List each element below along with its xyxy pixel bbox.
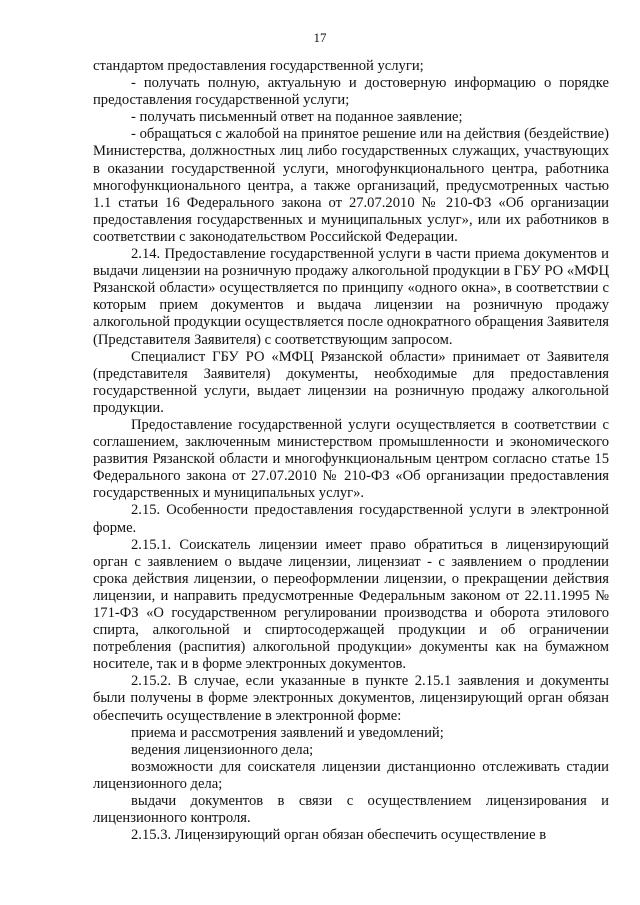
paragraph: Специалист ГБУ РО «МФЦ Рязанской области» принимает от Заявителя (представителя Заявителя) документы, необходимые для предоставления государственной услуги, выдает лицензии на розничную продажу алкогольной продукции. bbox=[93, 348, 609, 416]
paragraph: 2.14. Предоставление государственной услуги в части приема документов и выдачи лицензии на розничную продажу алкогольной продукции в ГБУ РО «МФЦ Рязанской области» осуществляется по принципу «одного окна», в соответствии с которым прием документов и выдача лицензии на розничную продажу алкогольной продукции осуществляется после однократного обращения Заявителя (Представителя Заявителя) с соответствующим запросом. bbox=[93, 246, 609, 348]
paragraph: 2.15.3. Лицензирующий орган обязан обеспечить осуществление в bbox=[131, 827, 547, 844]
paragraph: 2.15. Особенности предоставления государственной услуги в электронной форме. bbox=[93, 502, 609, 536]
paragraph: приема и рассмотрения заявлений и уведомлений; bbox=[131, 724, 444, 741]
paragraph: - обращаться с жалобой на принятое решение или на действия (бездействие) Министерства, должностных лиц либо государственных служащих, участвующих в оказании государственной услуги, многофункционального центра, работника многофункционального центра, а также организаций, предусмотренных частью 1.1 статьи 16 Федерального закона от 27.07.2010 № 210-ФЗ «Об организации предоставления государственных и муниципальных услуг», или их работников в соответствии с законодательством Российской Федерации. bbox=[93, 126, 609, 245]
paragraph: 2.15.2. В случае, если указанные в пункте 2.15.1 заявления и документы были получены в форме электронных документов, лицензирующий орган обязан обеспечить осуществление в электронной форме: bbox=[93, 673, 609, 724]
paragraph: ведения лицензионного дела; bbox=[131, 741, 314, 758]
paragraph: 2.15.1. Соискатель лицензии имеет право обратиться в лицензирующий орган с заявлением о выдаче лицензии, лицензиат - с заявлением о продлении срока действия лицензии, о переоформлении лицензии, о прекращении действия лицензии, и направить предусмотренные Федеральным законом от 22.11.1995 № 171-ФЗ «О государственном регулировании производства и оборота этилового спирта, алкогольной и спиртосодержащей продукции и об ограничении потребления (распития) алкогольной продукции» документы как на бумажном носителе, так и в форме электронных документов. bbox=[93, 536, 609, 673]
page-number: 17 bbox=[313, 30, 327, 45]
paragraph: - получать письменный ответ на поданное заявление; bbox=[131, 109, 463, 126]
paragraph: стандартом предоставления государственной услуги; bbox=[93, 58, 424, 74]
paragraph: - получать полную, актуальную и достоверную информацию о порядке предоставления государственной услуги; bbox=[93, 75, 609, 109]
paragraph: возможности для соискателя лицензии дистанционно отслеживать стадии лицензионного дела; bbox=[93, 758, 609, 792]
paragraph: Предоставление государственной услуги осуществляется в соответствии с соглашением, заключенным министерством промышленности и экономического развития Рязанской области и многофункциональным центром согласно статье 15 Федерального закона от 27.07.2010 № 210-ФЗ «Об организации предоставления государственных и муниципальных услуг». bbox=[93, 416, 609, 502]
body-text bbox=[93, 58, 609, 844]
paragraph: выдачи документов в связи с осуществлением лицензирования и лицензионного контроля. bbox=[93, 793, 609, 827]
